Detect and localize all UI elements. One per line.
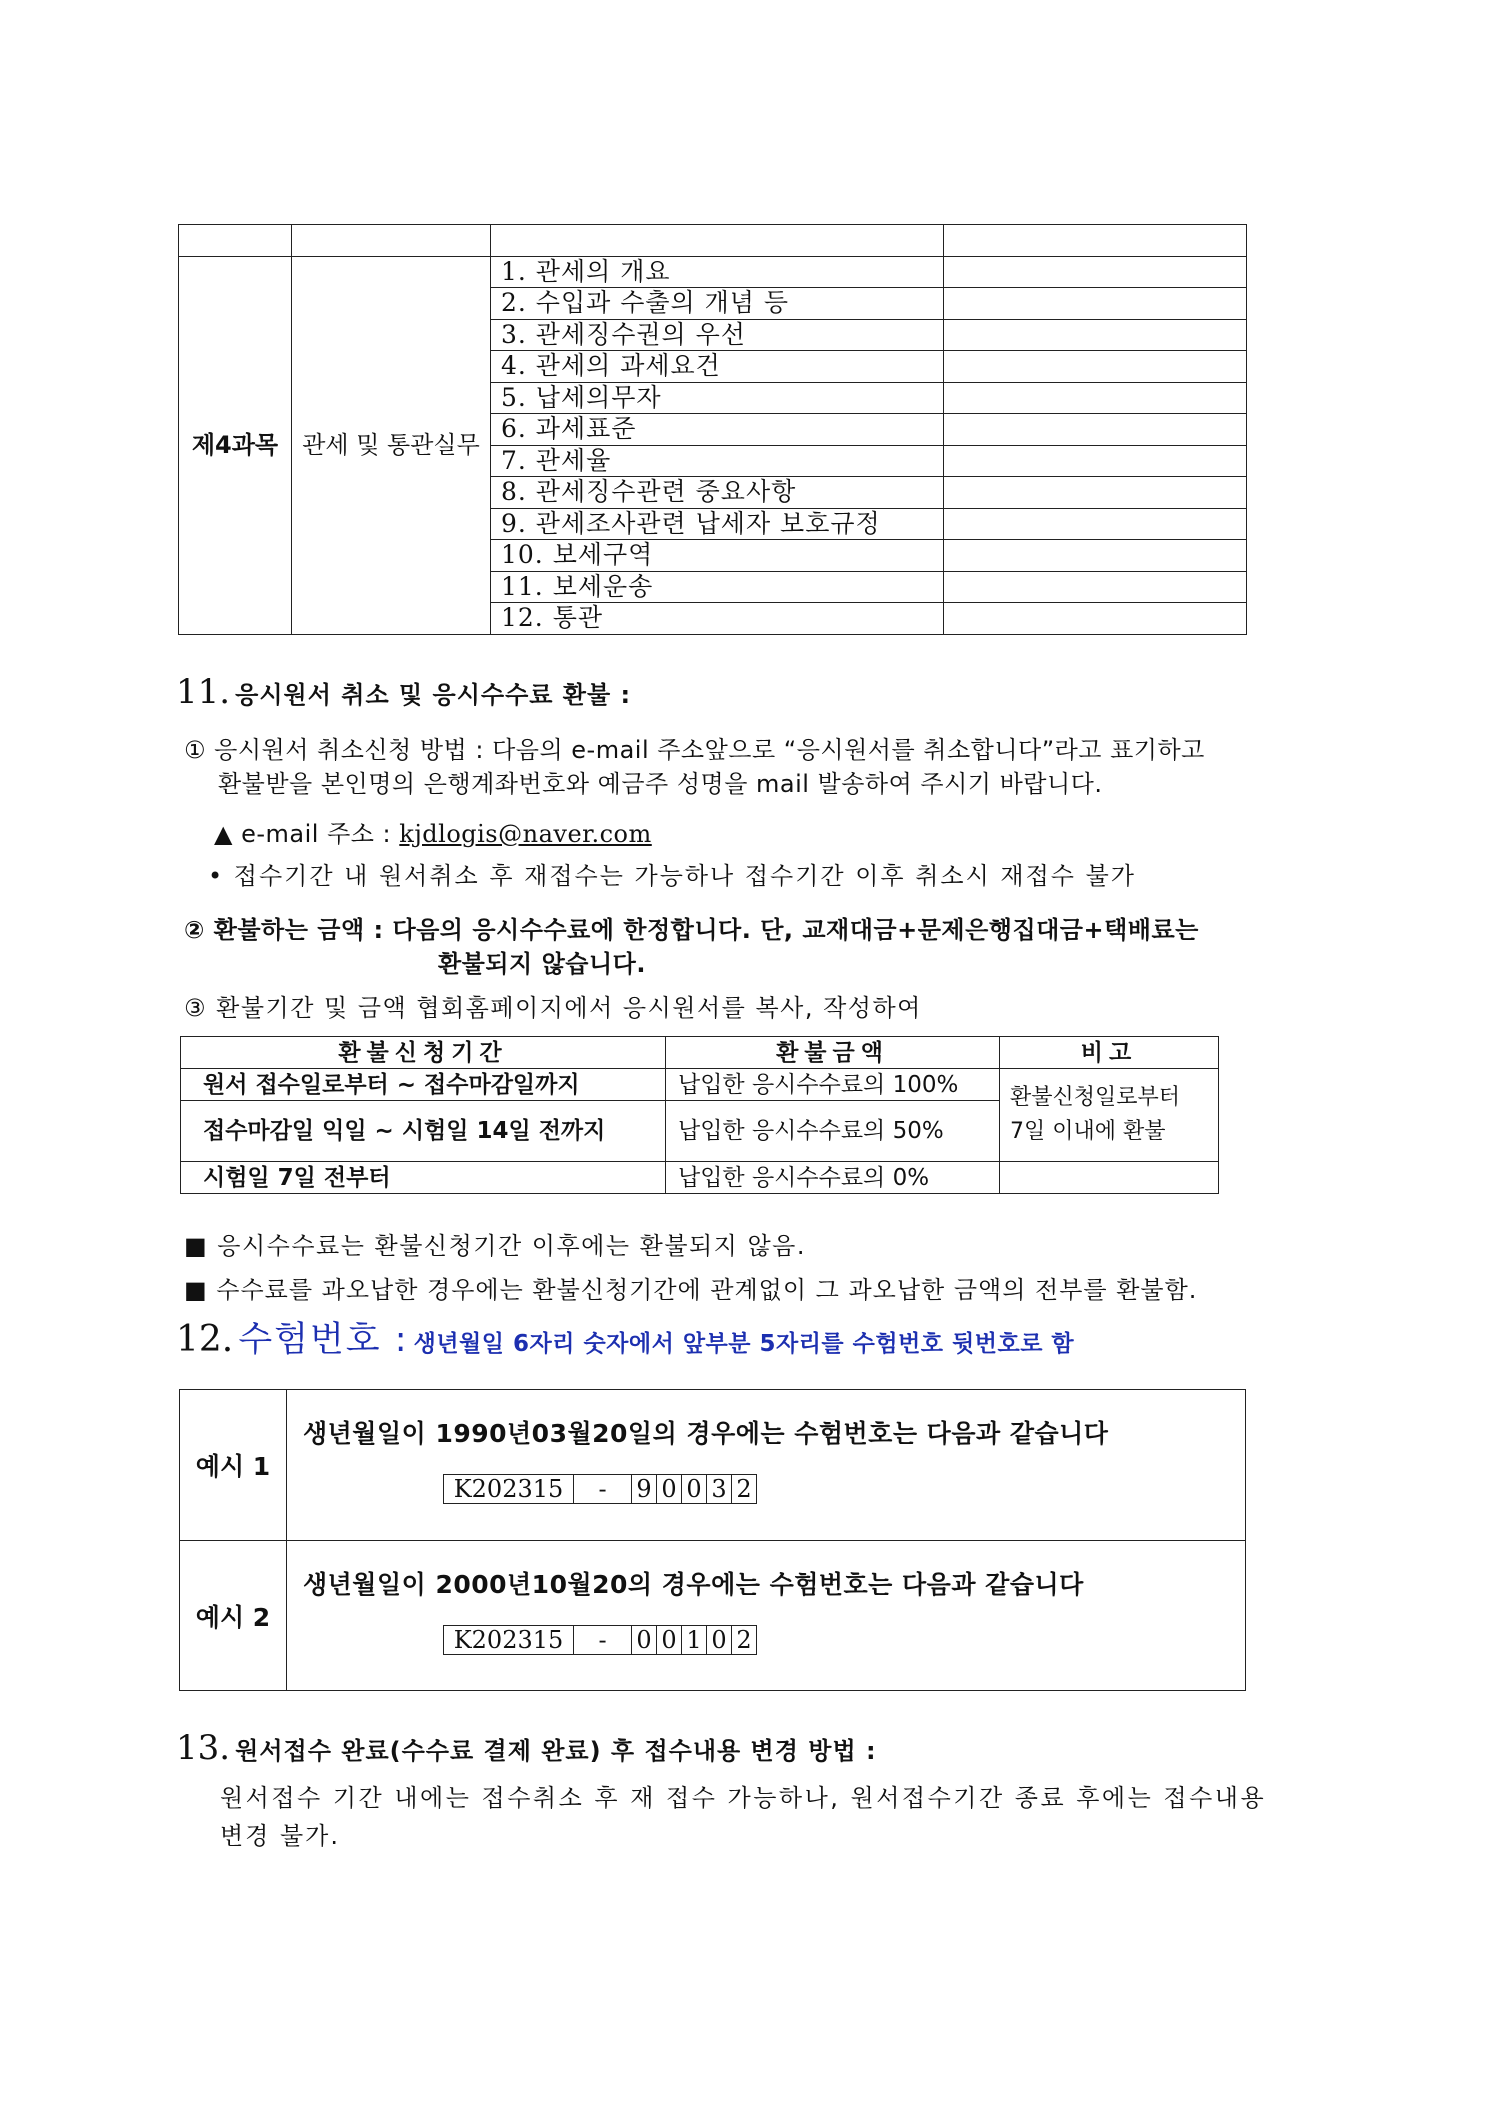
notice-1: ■ 응시수수료는 환불신청기간 이후에는 환불되지 않음.: [184, 1232, 806, 1260]
section-number: 12.: [176, 1319, 234, 1360]
topic-item: 6. 과세표준: [491, 414, 944, 446]
subject-category: 제4과목: [179, 256, 292, 634]
code-digit: 2: [736, 1475, 752, 1503]
bullet-note: • 접수기간 내 원서취소 후 재접수는 가능하나 접수기간 이후 취소시 재접수 불가: [208, 862, 1136, 890]
code-digit: 0: [632, 1626, 657, 1654]
table-row: [179, 256, 1247, 288]
code-digit: 0: [707, 1626, 732, 1654]
column-header: 환불금액: [666, 1037, 1000, 1069]
email-row: [214, 814, 652, 849]
email-address[interactable]: kjdlogis@naver.com: [399, 820, 652, 848]
refund-amount: 납입한 응시수수료의 0%: [666, 1162, 1000, 1194]
section-number: 11.: [176, 672, 231, 712]
topic-item: 9. 관세조사관련 납세자 보호규정: [491, 508, 944, 540]
topic-item: 4. 관세의 과세요건: [491, 351, 944, 383]
example-label: 예시 2: [180, 1541, 287, 1691]
topic-item: 5. 납세의무자: [491, 382, 944, 414]
item-2-line-2: 환불되지 않습니다.: [438, 950, 646, 978]
notice-2: ■ 수수료를 과오납한 경우에는 환불신청기간에 관계없이 그 과오납한 금액의 전부를 환불함.: [184, 1276, 1198, 1304]
exam-code: [443, 1625, 757, 1655]
section-title: 수험번호 :: [238, 1320, 409, 1360]
divider: [180, 1540, 1245, 1541]
refund-period: 원서 접수일로부터 ~ 접수마감일까지: [181, 1069, 666, 1101]
exam-number-examples: [179, 1389, 1246, 1691]
code-prefix: K202315: [444, 1626, 574, 1654]
topic-item: 2. 수입과 수출의 개념 등: [491, 288, 944, 320]
section-13-line-1: 원서접수 기간 내에는 접수취소 후 재 접수 가능하나, 원서접수기간 종료 후에는 접수내용: [220, 1784, 1267, 1812]
code-prefix: K202315: [444, 1475, 574, 1503]
exam-code: [443, 1474, 757, 1504]
topic-item: 11. 보세운송: [491, 571, 944, 603]
topic-item: 1. 관세의 개요: [491, 256, 944, 288]
refund-amount: 납입한 응시수수료의 100%: [666, 1069, 1000, 1101]
section-subtitle: 생년월일 6자리 숫자에서 앞부분 5자리를 수험번호 뒷번호로 함: [413, 1331, 1075, 1357]
code-digit: 0: [682, 1475, 707, 1503]
example-text: 생년월일이 2000년10월20의 경우에는 수험번호는 다음과 같습니다: [303, 1570, 1084, 1599]
example-text: 생년월일이 1990년03월20일의 경우에는 수험번호는 다음과 같습니다: [303, 1419, 1109, 1448]
section-title: 원서접수 완료(수수료 결제 완료) 후 접수내용 변경 방법 :: [235, 1737, 877, 1765]
topic-item: 12. 통관: [491, 603, 944, 635]
code-dash: -: [574, 1626, 632, 1654]
code-digit: 2: [736, 1626, 752, 1654]
column-header: 비고: [1000, 1037, 1219, 1069]
refund-table: [180, 1036, 1219, 1194]
section-title: 응시원서 취소 및 응시수수료 환불 :: [235, 681, 632, 709]
refund-note: 환불신청일로부터 7일 이내에 환불: [1000, 1069, 1219, 1162]
section-13-heading: [176, 1728, 877, 1768]
code-dash: -: [574, 1475, 632, 1503]
refund-period: 접수마감일 익일 ~ 시험일 14일 전까지: [181, 1101, 666, 1162]
item-1-line-1: ① 응시원서 취소신청 방법 : 다음의 e-mail 주소앞으로 “응시원서를 취소합니다”라고 표기하고: [184, 736, 1205, 764]
example-label: 예시 1: [180, 1390, 287, 1540]
code-digit: 0: [657, 1626, 682, 1654]
topic-item: 10. 보세구역: [491, 540, 944, 572]
table-row: [181, 1069, 1219, 1101]
subject-name: 관세 및 통관실무: [292, 256, 491, 634]
refund-period: 시험일 7일 전부터: [181, 1162, 666, 1194]
table-header-row: [179, 225, 1247, 257]
email-label: ▲ e-mail 주소 :: [214, 820, 392, 848]
section-number: 13.: [176, 1728, 231, 1768]
refund-amount: 납입한 응시수수료의 50%: [666, 1101, 1000, 1162]
section-12-heading: [176, 1312, 1074, 1362]
item-1-line-2: 환불받을 본인명의 은행계좌번호와 예금주 성명을 mail 발송하여 주시기 바랍니다.: [218, 770, 1103, 798]
item-2-line-1: ② 환불하는 금액 : 다음의 응시수수료에 한정합니다. 단, 교재대금+문제은행집대금+택배료는: [184, 916, 1199, 944]
code-digit: 1: [682, 1626, 707, 1654]
table-header-row: [181, 1037, 1219, 1069]
topic-item: 8. 관세징수관련 중요사항: [491, 477, 944, 509]
table-row: [181, 1162, 1219, 1194]
section-11-heading: [176, 672, 631, 712]
topic-item: 3. 관세징수권의 우선: [491, 319, 944, 351]
item-3: ③ 환불기간 및 금액 협회홈페이지에서 응시원서를 복사, 작성하여: [184, 994, 922, 1022]
column-header: 환불신청기간: [181, 1037, 666, 1069]
code-digit: 9: [632, 1475, 657, 1503]
topic-item: 7. 관세율: [491, 445, 944, 477]
code-digit: 3: [707, 1475, 732, 1503]
subject-table: [178, 224, 1247, 635]
section-13-line-2: 변경 불가.: [220, 1822, 340, 1850]
code-digit: 0: [657, 1475, 682, 1503]
